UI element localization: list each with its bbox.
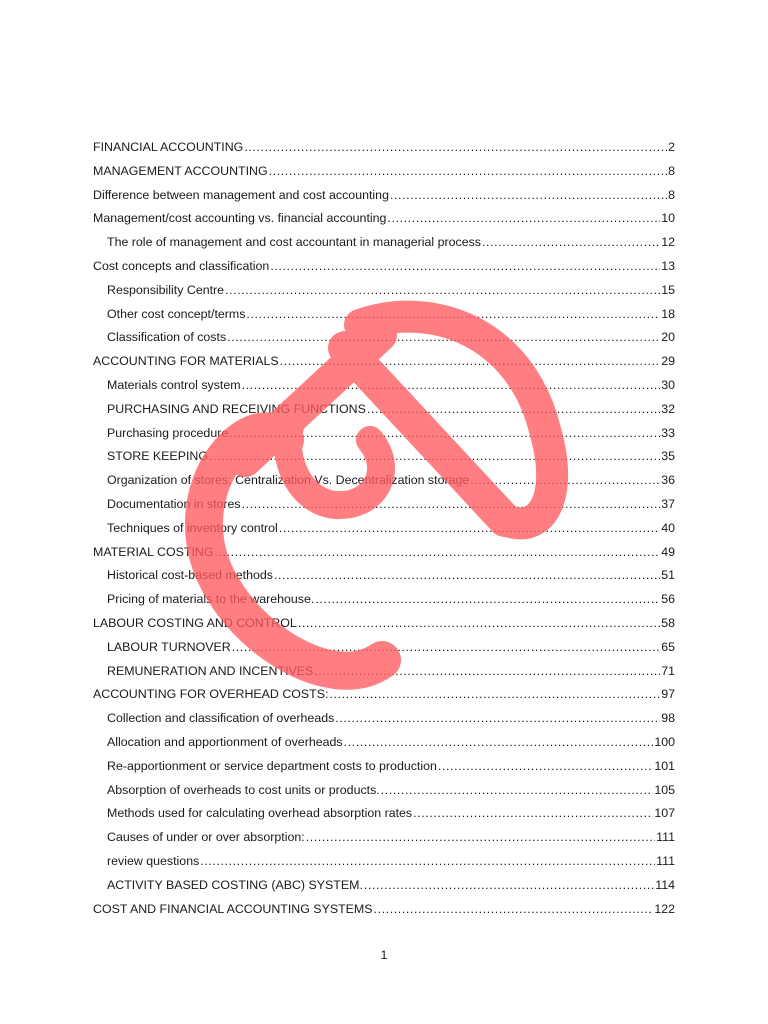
toc-entry[interactable] [93, 588, 675, 612]
toc-dot-leader [344, 731, 654, 755]
toc-dot-leader [315, 588, 660, 612]
toc-entry[interactable] [93, 898, 675, 922]
toc-dot-leader [482, 231, 660, 255]
toc-entry-page: 13 [661, 258, 675, 273]
toc-dot-leader [306, 826, 655, 850]
toc-dot-leader [214, 541, 660, 565]
table-of-contents [93, 136, 675, 921]
toc-entry-page: 15 [661, 282, 675, 297]
toc-entry-page: 98 [661, 711, 675, 726]
toc-entry[interactable] [93, 517, 675, 541]
toc-entry-title: Materials control system [107, 377, 241, 392]
toc-dot-leader [280, 350, 661, 374]
toc-entry-title: Collection and classification of overheads [107, 711, 335, 726]
toc-entry-title: ACTIVITY BASED COSTING (ABC) SYSTEM. [107, 877, 363, 892]
toc-dot-leader [413, 802, 653, 826]
toc-entry-page: 111 [656, 830, 675, 845]
toc-entry[interactable] [93, 874, 675, 898]
toc-dot-leader [200, 850, 655, 874]
toc-entry[interactable] [93, 660, 675, 684]
toc-entry-page: 56 [661, 592, 675, 607]
toc-entry-page: 35 [661, 449, 675, 464]
toc-entry[interactable] [93, 755, 675, 779]
toc-entry-page: 8 [668, 163, 675, 178]
page-number: 1 [380, 948, 388, 962]
toc-dot-leader [335, 707, 660, 731]
toc-entry[interactable] [93, 398, 675, 422]
toc-dot-leader [470, 469, 660, 493]
toc-entry[interactable] [93, 779, 675, 803]
toc-entry-page: 105 [654, 782, 675, 797]
toc-dot-leader [242, 374, 661, 398]
toc-entry-title: Causes of under or over absorption: [107, 830, 305, 845]
toc-entry-title: Cost concepts and classification [93, 258, 270, 273]
toc-dot-leader [364, 874, 654, 898]
toc-dot-leader [314, 660, 660, 684]
toc-entry-page: 51 [661, 568, 675, 583]
toc-entry-title: review questions [107, 853, 200, 868]
toc-dot-leader [438, 755, 653, 779]
toc-dot-leader [374, 898, 654, 922]
toc-entry-page: 65 [661, 639, 675, 654]
toc-dot-leader [269, 160, 667, 184]
toc-dot-leader [387, 207, 660, 231]
toc-entry-title: ACCOUNTING FOR MATERIALS [93, 354, 279, 369]
toc-dot-leader [367, 398, 660, 422]
toc-dot-leader [242, 493, 661, 517]
toc-entry-page: 37 [661, 496, 675, 511]
toc-entry-page: 33 [661, 425, 675, 440]
toc-entry-title: FINANCIAL ACCOUNTING [93, 140, 244, 154]
toc-entry[interactable] [93, 707, 675, 731]
toc-dot-leader [209, 445, 660, 469]
toc-entry-page: 58 [661, 615, 675, 630]
toc-entry[interactable] [93, 160, 675, 184]
toc-entry-page: 2 [668, 140, 675, 154]
toc-entry[interactable] [93, 636, 675, 660]
toc-entry-page: 71 [661, 663, 675, 678]
toc-entry[interactable] [93, 683, 675, 707]
toc-entry-title: COST AND FINANCIAL ACCOUNTING SYSTEMS [93, 901, 373, 916]
toc-entry-title: ACCOUNTING FOR OVERHEAD COSTS: [93, 687, 329, 702]
toc-entry-page: 30 [661, 377, 675, 392]
toc-entry-page: 8 [668, 187, 675, 202]
toc-entry-page: 10 [661, 211, 675, 226]
toc-entry[interactable] [93, 850, 675, 874]
toc-entry-title: MANAGEMENT ACCOUNTING [93, 163, 268, 178]
toc-entry-page: 49 [661, 544, 675, 559]
toc-entry-title: Management/cost accounting vs. financial accounting [93, 211, 387, 226]
toc-entry-title: The role of management and cost accountant in managerial process [107, 235, 482, 250]
toc-entry-page: 20 [661, 330, 675, 345]
toc-dot-leader [390, 184, 667, 208]
toc-entry-title: Historical cost-based methods [107, 568, 273, 583]
toc-entry[interactable] [93, 207, 675, 231]
toc-entry-page: 114 [655, 877, 675, 892]
toc-dot-leader [274, 564, 660, 588]
toc-dot-leader [246, 303, 660, 327]
toc-entry-page: 18 [661, 306, 675, 321]
toc-entry[interactable] [93, 493, 675, 517]
toc-entry-title: Difference between management and cost accounting [93, 187, 389, 202]
toc-dot-leader [298, 612, 660, 636]
toc-entry-page: 12 [661, 235, 675, 250]
toc-entry-title: LABOUR COSTING AND CONTROL [93, 615, 297, 630]
toc-entry[interactable] [93, 231, 675, 255]
toc-entry[interactable] [93, 136, 675, 160]
toc-entry-title: REMUNERATION AND INCENTIVES [107, 663, 314, 678]
toc-entry[interactable] [93, 374, 675, 398]
toc-entry[interactable] [93, 279, 675, 303]
toc-entry[interactable] [93, 422, 675, 446]
toc-entry[interactable] [93, 303, 675, 327]
toc-dot-leader [227, 326, 660, 350]
toc-dot-leader [381, 779, 654, 803]
toc-entry-page: 100 [654, 734, 675, 749]
toc-dot-leader [232, 636, 661, 660]
toc-entry-title: Re-apportionment or service department costs to production [107, 758, 437, 773]
toc-dot-leader [229, 422, 660, 446]
toc-entry[interactable] [93, 469, 675, 493]
toc-entry-page: 32 [661, 401, 675, 416]
toc-entry[interactable] [93, 445, 675, 469]
toc-dot-leader [225, 279, 660, 303]
toc-entry[interactable] [93, 564, 675, 588]
toc-entry-title: Allocation and apportionment of overheads [107, 734, 343, 749]
toc-dot-leader [279, 517, 660, 541]
toc-entry-page: 101 [654, 758, 675, 773]
toc-dot-leader [244, 136, 667, 160]
toc-entry-page: 29 [661, 354, 675, 369]
toc-entry-title: Responsibility Centre [107, 282, 225, 297]
toc-entry-page: 40 [661, 520, 675, 535]
toc-dot-leader [270, 255, 660, 279]
toc-entry-title: MATERIAL COSTING [93, 544, 214, 559]
toc-entry-title: Other cost concept/terms [107, 306, 246, 321]
toc-entry-title: Techniques of inventory control [107, 520, 278, 535]
toc-entry-page: 97 [661, 687, 675, 702]
toc-entry-page: 122 [654, 901, 675, 916]
toc-dot-leader [329, 683, 660, 707]
toc-entry[interactable] [93, 184, 675, 208]
toc-entry[interactable] [93, 612, 675, 636]
toc-entry-page: 107 [654, 806, 675, 821]
toc-entry-title: Documentation in stores [107, 496, 241, 511]
toc-entry[interactable] [93, 326, 675, 350]
toc-entry-title: LABOUR TURNOVER [107, 639, 231, 654]
toc-entry[interactable] [93, 255, 675, 279]
toc-entry-title: Classification of costs [107, 330, 227, 345]
toc-entry-title: PURCHASING AND RECEIVING FUNCTIONS [107, 401, 366, 416]
toc-entry-title: Methods used for calculating overhead absorption rates [107, 806, 413, 821]
toc-entry-page: 111 [656, 853, 675, 868]
toc-entry-title: Purchasing procedure [107, 425, 229, 440]
toc-entry-title: Pricing of materials to the warehouse. [107, 592, 315, 607]
toc-entry[interactable] [93, 802, 675, 826]
toc-entry-title: STORE KEEPING [107, 449, 208, 464]
toc-entry[interactable] [93, 826, 675, 850]
toc-entry[interactable] [93, 350, 675, 374]
toc-entry-page: 36 [661, 473, 675, 488]
toc-entry-title: Organization of stores: Centralization Vs. Decentralization storage [107, 473, 470, 488]
toc-entry[interactable] [93, 541, 675, 565]
toc-entry-title: Absorption of overheads to cost units or products. [107, 782, 380, 797]
toc-entry[interactable] [93, 731, 675, 755]
